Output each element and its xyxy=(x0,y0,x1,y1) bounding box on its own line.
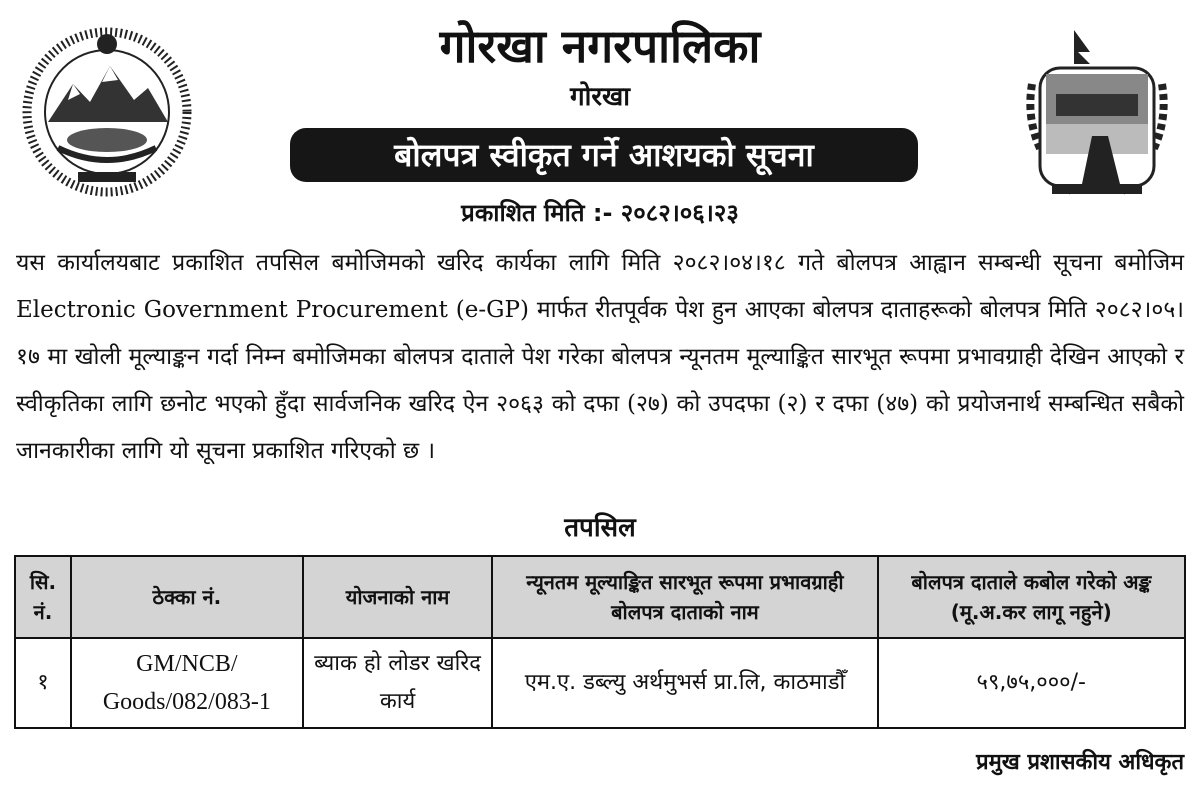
column-header-serial: सि. नं. xyxy=(15,556,71,638)
column-header-amount: बोलपत्र दाताले कबोल गरेको अङ्क (मू.अ.कर लागू नहुने) xyxy=(878,556,1185,638)
column-header-bidder: न्यूनतम मूल्याङ्कित सारभूत रूपमा प्रभावग्राही बोलपत्र दाताको नाम xyxy=(492,556,877,638)
table-header-row xyxy=(15,556,1185,638)
cell-bidder: एम.ए. डब्ल्यु अर्थमुभर्स प्रा.लि, काठमाडौँ xyxy=(492,638,877,728)
cell-project: ब्याक हो लोडर खरिद कार्य xyxy=(303,638,493,728)
schedule-heading: तपसिल xyxy=(564,513,636,543)
signoff-title: प्रमुख प्रशासकीय अधिकृत xyxy=(976,750,1184,775)
table-row xyxy=(15,638,1185,728)
cell-amount: ५९,७५,०००/- xyxy=(878,638,1185,728)
cell-contract-no: GM/NCB/ Goods/082/083-1 xyxy=(71,638,303,728)
column-header-contract-no: ठेक्का नं. xyxy=(71,556,303,638)
municipality-subtitle: गोरखा xyxy=(569,82,630,112)
published-date: प्रकाशित मिति :- २०८२।०६।२३ xyxy=(461,199,739,227)
notice-title-banner: बोलपत्र स्वीकृत गर्ने आशयको सूचना xyxy=(290,128,918,182)
notice-paragraph: यस कार्यालयबाट प्रकाशित तपसिल बमोजिमको खरिद कार्यका लागि मिति २०८२।०४।१८ गते बोलपत्र आह्वान सम्बन्धी सूचना बमोजिम Electronic Government Procurement (e-GP) मार्फत रीतपूर्वक पेश हुन आएका बोलपत्र दाताहरूको बोलपत्र मिति २०८२।०५।१७ मा खोली मूल्याङ्कन गर्दा निम्न बमोजिमका बोलपत्र दाताले पेश गरेका बोलपत्र न्यूनतम मूल्याङ्कित सारभूत रूपमा प्रभावग्राही देखिन आएको र स्वीकृतिका लागि छनोट भएको हुँदा सार्वजनिक खरिद ऐन २०६३ को दफा (२७) को उपदफा (२) र दफा (४७) को प्रयोजनार्थ सम्बन्धित सबैको जानकारीका लागि यो सूचना प्रकाशित गरिएको छ । xyxy=(16,250,1184,464)
municipality-title: गोरखा नगरपालिका xyxy=(439,19,761,73)
column-header-project: योजनाको नाम xyxy=(303,556,493,638)
cell-serial: १ xyxy=(15,638,71,728)
bid-schedule-table xyxy=(14,555,1186,729)
